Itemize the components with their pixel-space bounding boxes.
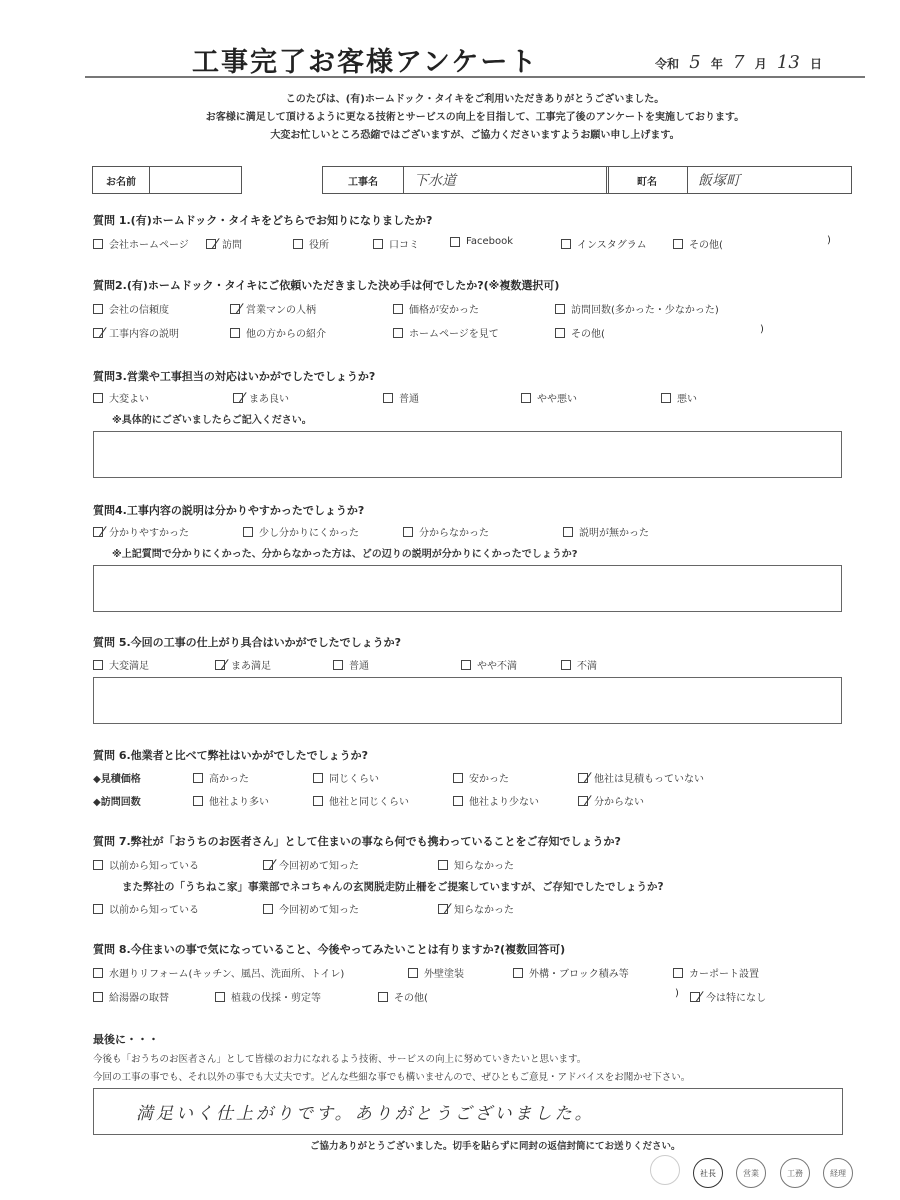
q3-question: 質問3.営業や工事担当の対応はいかがでしたでしょうか? xyxy=(93,370,376,383)
checkbox[interactable] xyxy=(438,860,448,870)
option-label: 以前から知っている xyxy=(109,905,199,916)
checked-checkbox[interactable] xyxy=(206,239,216,249)
intro-line-2: お客様に満足して頂けるように更なる技術とサービスの向上を目指して、工事完了後のアンケートを実施しております。 xyxy=(205,112,745,123)
option-label: 価格が安かった xyxy=(409,305,479,316)
checkbox-option[interactable] xyxy=(403,524,489,539)
checkbox-option[interactable] xyxy=(93,657,149,672)
checkbox[interactable] xyxy=(93,992,103,1002)
option-label: インスタグラム xyxy=(577,240,647,251)
checkbox[interactable] xyxy=(453,796,463,806)
q7-options xyxy=(93,857,853,873)
checkbox-option[interactable] xyxy=(206,236,242,251)
checked-checkbox[interactable] xyxy=(233,393,243,403)
intro-line-3: 大変お忙しいところ恐縮ではございますが、ご協力くださいますようお願い申し上げます。 xyxy=(270,130,680,141)
checkbox[interactable] xyxy=(393,328,403,338)
q2-options-row1 xyxy=(93,301,853,317)
checkbox[interactable] xyxy=(193,773,203,783)
option-label: 悪い xyxy=(677,394,697,405)
option-label: 説明が無かった xyxy=(579,528,649,539)
date-month-label: 月 xyxy=(754,57,767,71)
survey-title: 工事完了お客様アンケート xyxy=(192,47,539,78)
checkbox[interactable] xyxy=(408,968,418,978)
checkbox-option[interactable] xyxy=(690,989,766,1004)
option-label: 同じくらい xyxy=(329,774,379,785)
checkbox[interactable] xyxy=(313,773,323,783)
intro-line-1: このたびは、(有)ホームドック・タイキをご利用いただきありがとうございました。 xyxy=(285,94,665,105)
option-label: その他( xyxy=(571,329,605,340)
q4-options xyxy=(93,524,853,540)
closing-heading: 最後に・・・ xyxy=(93,1033,159,1046)
checkbox[interactable] xyxy=(333,660,343,670)
option-label: 他社は見積もっていない xyxy=(594,774,704,785)
checkbox-option[interactable] xyxy=(555,301,719,316)
checkbox-option[interactable] xyxy=(378,989,428,1004)
name-value[interactable] xyxy=(150,167,241,193)
checkbox-option[interactable] xyxy=(438,857,514,872)
q8-options-row1 xyxy=(93,965,853,981)
option-label: やや悪い xyxy=(537,394,577,405)
option-label: 分からない xyxy=(594,797,644,808)
option-label: ホームページを見て xyxy=(409,329,499,340)
option-label: 知らなかった xyxy=(454,861,514,872)
option-label: 他社より少ない xyxy=(469,797,539,808)
checkbox-option[interactable] xyxy=(521,390,577,405)
checkbox[interactable] xyxy=(93,860,103,870)
checkbox[interactable] xyxy=(93,660,103,670)
option-label: 分かりやすかった xyxy=(109,528,189,539)
checkbox[interactable] xyxy=(93,393,103,403)
town-label: 町名 xyxy=(607,167,688,193)
closing-comment: 満足いく仕上がりです。ありがとうございました。 xyxy=(136,1104,595,1124)
option-label: 他の方からの紹介 xyxy=(246,329,326,340)
checkbox-option[interactable] xyxy=(673,965,759,980)
checkbox[interactable] xyxy=(93,968,103,978)
checkbox-option[interactable] xyxy=(93,901,199,916)
checkbox-option[interactable] xyxy=(563,524,649,539)
checkbox[interactable] xyxy=(263,904,273,914)
option-label: カーポート設置 xyxy=(689,969,759,980)
checkbox[interactable] xyxy=(243,527,253,537)
checkbox[interactable] xyxy=(378,992,388,1002)
checkbox-option[interactable] xyxy=(93,236,189,251)
q7-sub-options xyxy=(93,901,853,917)
option-label: 今回初めて知った xyxy=(279,861,359,872)
checkbox[interactable] xyxy=(555,304,565,314)
checkbox-option[interactable] xyxy=(383,390,419,405)
checkbox[interactable] xyxy=(93,304,103,314)
checkbox-option[interactable] xyxy=(93,989,169,1004)
checkbox[interactable] xyxy=(403,527,413,537)
checkbox-option[interactable] xyxy=(93,857,199,872)
checkbox[interactable] xyxy=(661,393,671,403)
checkbox-option[interactable] xyxy=(313,770,379,785)
checkbox[interactable] xyxy=(383,393,393,403)
checkbox[interactable] xyxy=(555,328,565,338)
checked-checkbox[interactable] xyxy=(263,860,273,870)
option-label: その他( xyxy=(394,993,428,1004)
work-field[interactable] xyxy=(322,166,609,194)
checkbox-option[interactable] xyxy=(373,236,419,251)
q6-visits-options xyxy=(193,793,853,809)
q2-options-row2 xyxy=(93,325,853,341)
checkbox-option[interactable] xyxy=(661,390,697,405)
checkbox[interactable] xyxy=(673,239,683,249)
q8-options-row2-end xyxy=(690,989,850,1005)
q1-options xyxy=(93,236,853,252)
checkbox[interactable] xyxy=(215,992,225,1002)
checkbox-option[interactable] xyxy=(578,770,704,785)
option-label: 外壁塗装 xyxy=(424,969,464,980)
approval-stamp-3: 営業 xyxy=(736,1158,766,1188)
date-era: 令和 xyxy=(655,57,680,71)
option-label: 会社ホームページ xyxy=(109,240,189,251)
option-label: 給湯器の取替 xyxy=(109,993,169,1004)
date-day-label: 日 xyxy=(809,57,822,71)
date-day: 13 xyxy=(776,52,800,73)
checkbox-option[interactable] xyxy=(673,236,723,251)
checkbox[interactable] xyxy=(373,239,383,249)
q4-comment-box[interactable] xyxy=(93,565,842,612)
option-label: 不満 xyxy=(577,661,597,672)
checkbox-option[interactable] xyxy=(243,524,359,539)
checkbox-option[interactable] xyxy=(408,965,464,980)
checked-checkbox[interactable] xyxy=(690,992,700,1002)
checkbox[interactable] xyxy=(561,239,571,249)
checkbox-option[interactable] xyxy=(313,793,409,808)
name-field[interactable] xyxy=(92,166,242,194)
name-label: お名前 xyxy=(93,167,150,193)
checked-checkbox[interactable] xyxy=(93,328,103,338)
q1-close-paren: ) xyxy=(827,235,831,246)
checkbox-option[interactable] xyxy=(93,965,344,980)
checkbox-option[interactable] xyxy=(561,236,647,251)
checked-checkbox[interactable] xyxy=(438,904,448,914)
checked-checkbox[interactable] xyxy=(578,773,588,783)
approval-stamp-5: 経理 xyxy=(823,1158,853,1188)
work-label: 工事名 xyxy=(323,167,404,193)
checkbox-option[interactable] xyxy=(193,793,269,808)
option-label: 他社と同じくらい xyxy=(329,797,409,808)
option-label: まあ良い xyxy=(249,394,289,405)
date-month: 7 xyxy=(733,52,745,73)
option-label: Facebook xyxy=(466,236,513,247)
checkbox[interactable] xyxy=(461,660,471,670)
q6-visits-label: ◆訪問回数 xyxy=(93,797,141,808)
checkbox[interactable] xyxy=(450,237,460,247)
option-label: その他( xyxy=(689,240,723,251)
checkbox-option[interactable] xyxy=(215,989,321,1004)
approval-stamp-2: 社長 xyxy=(693,1158,723,1188)
checked-checkbox[interactable] xyxy=(215,660,225,670)
checkbox[interactable] xyxy=(193,796,203,806)
checkbox-option[interactable] xyxy=(461,657,517,672)
option-label: 今は特になし xyxy=(706,993,766,1004)
option-label: 水廻りリフォーム(キッチン、風呂、洗面所、トイレ) xyxy=(109,969,345,980)
closing-comment-box[interactable] xyxy=(93,1088,843,1135)
q5-options xyxy=(93,657,853,673)
q5-question: 質問 5.今回の工事の仕上がり具合はいかがでしたでしょうか? xyxy=(93,636,402,649)
checkbox[interactable] xyxy=(521,393,531,403)
approval-stamp-1 xyxy=(650,1155,680,1185)
option-label: 以前から知っている xyxy=(109,861,199,872)
option-label: まあ満足 xyxy=(231,661,271,672)
option-label: 高かった xyxy=(209,774,249,785)
option-label: 訪問回数(多かった・少なかった) xyxy=(571,305,719,316)
option-label: 外構・ブロック積み等 xyxy=(529,969,629,980)
q4-question: 質問4.工事内容の説明は分かりやすかったでしょうか? xyxy=(93,504,365,517)
checkbox-option[interactable] xyxy=(233,390,289,405)
checkbox[interactable] xyxy=(293,239,303,249)
checkbox-option[interactable] xyxy=(450,236,513,247)
closing-line-1: 今後も「おうちのお医者さん」として皆様のお力になれるよう技術、サービスの向上に努めていきたいと思います。 xyxy=(93,1054,587,1065)
checkbox[interactable] xyxy=(230,328,240,338)
checkbox[interactable] xyxy=(673,968,683,978)
q1-question: 質問 1.(有)ホームドック・タイキをどちらでお知りになりましたか? xyxy=(93,214,433,227)
q7-sub-question: また弊社の「うちねこ家」事業部でネコちゃんの玄関脱走防止柵をご提案していますが、ご存知でしたでしょうか? xyxy=(122,881,664,893)
option-label: 今回初めて知った xyxy=(279,905,359,916)
checkbox[interactable] xyxy=(393,304,403,314)
option-label: 大変よい xyxy=(109,394,149,405)
closing-line-2: 今回の工事の事でも、それ以外の事でも大丈夫です。どんな些細な事でも構いませんので、ぜひともご意見・アドバイスをお聞かせ下さい。 xyxy=(93,1072,691,1083)
approval-stamp-4: 工務 xyxy=(780,1158,810,1188)
checkbox-option[interactable] xyxy=(438,901,514,916)
checkbox[interactable] xyxy=(561,660,571,670)
option-label: 営業マンの人柄 xyxy=(246,305,316,316)
option-label: 訪問 xyxy=(222,240,242,251)
option-label: 普通 xyxy=(349,661,369,672)
q6-estimate-label: ◆見積価格 xyxy=(93,774,141,785)
checkbox-option[interactable] xyxy=(333,657,369,672)
q3-comment-box[interactable] xyxy=(93,431,842,478)
checkbox-option[interactable] xyxy=(93,325,179,340)
option-label: 他社より多い xyxy=(209,797,269,808)
option-label: 知らなかった xyxy=(454,905,514,916)
option-label: 工事内容の説明 xyxy=(109,329,179,340)
survey-date xyxy=(655,52,822,73)
q3-note: ※具体的にございましたらご記入ください。 xyxy=(112,415,312,426)
q6-question: 質問 6.他業者と比べて弊社はいかがでしたでしょうか? xyxy=(93,749,369,762)
closing-thanks: ご協力ありがとうございました。切手を貼らずに同封の返信封筒にてお送りください。 xyxy=(310,1141,681,1152)
checkbox-option[interactable] xyxy=(93,390,149,405)
option-label: 安かった xyxy=(469,774,509,785)
q4-note: ※上記質問で分かりにくかった、分からなかった方は、どの辺りの説明が分かりにくかったでしょうか? xyxy=(112,549,578,560)
checked-checkbox[interactable] xyxy=(578,796,588,806)
checkbox-option[interactable] xyxy=(93,301,169,316)
option-label: やや不満 xyxy=(477,661,517,672)
checkbox-option[interactable] xyxy=(263,901,359,916)
checkbox-option[interactable] xyxy=(555,325,605,340)
checkbox-option[interactable] xyxy=(263,857,359,872)
checkbox-option[interactable] xyxy=(453,770,509,785)
checkbox-option[interactable] xyxy=(453,793,539,808)
q8-close-paren: ) xyxy=(675,988,679,999)
option-label: 役所 xyxy=(309,240,329,251)
checkbox-option[interactable] xyxy=(193,770,249,785)
checkbox[interactable] xyxy=(93,904,103,914)
checkbox-option[interactable] xyxy=(513,965,629,980)
q2-close-paren: ) xyxy=(760,324,764,335)
checkbox[interactable] xyxy=(313,796,323,806)
option-label: 少し分かりにくかった xyxy=(259,528,359,539)
checkbox-option[interactable] xyxy=(230,325,326,340)
checkbox-option[interactable] xyxy=(561,657,597,672)
checkbox-option[interactable] xyxy=(393,301,479,316)
option-label: 口コミ xyxy=(389,240,419,251)
checked-checkbox[interactable] xyxy=(93,527,103,537)
checkbox-option[interactable] xyxy=(393,325,499,340)
checkbox-option[interactable] xyxy=(215,657,271,672)
q2-question: 質問2.(有)ホームドック・タイキにご依頼いただきました決め手は何でしたか?(※複数選択可) xyxy=(93,279,560,292)
q8-question: 質問 8.今住まいの事で気になっていること、今後やってみたいことは有りますか?(複数回答可) xyxy=(93,943,566,956)
option-label: 大変満足 xyxy=(109,661,149,672)
checkbox-option[interactable] xyxy=(93,524,189,539)
checkbox[interactable] xyxy=(563,527,573,537)
title-divider xyxy=(85,76,865,78)
checkbox[interactable] xyxy=(453,773,463,783)
town-value[interactable]: 飯塚町 xyxy=(698,173,740,189)
town-field[interactable] xyxy=(606,166,852,194)
option-label: 分からなかった xyxy=(419,528,489,539)
checkbox-option[interactable] xyxy=(578,793,644,808)
option-label: 植栽の伐採・剪定等 xyxy=(231,993,321,1004)
date-year-label: 年 xyxy=(710,57,723,71)
work-value[interactable]: 下水道 xyxy=(414,173,456,189)
checkbox-option[interactable] xyxy=(293,236,329,251)
option-label: 普通 xyxy=(399,394,419,405)
option-label: 会社の信頼度 xyxy=(109,305,169,316)
date-year: 5 xyxy=(689,52,701,73)
checkbox-option[interactable] xyxy=(230,301,316,316)
q7-question: 質問 7.弊社が「おうちのお医者さん」として住まいの事なら何でも携わっていることをご存知でしょうか? xyxy=(93,835,621,848)
q3-options xyxy=(93,390,853,406)
q6-estimate-options xyxy=(193,770,853,786)
checked-checkbox[interactable] xyxy=(230,304,240,314)
checkbox[interactable] xyxy=(513,968,523,978)
q5-comment-box[interactable] xyxy=(93,677,842,724)
checkbox[interactable] xyxy=(93,239,103,249)
